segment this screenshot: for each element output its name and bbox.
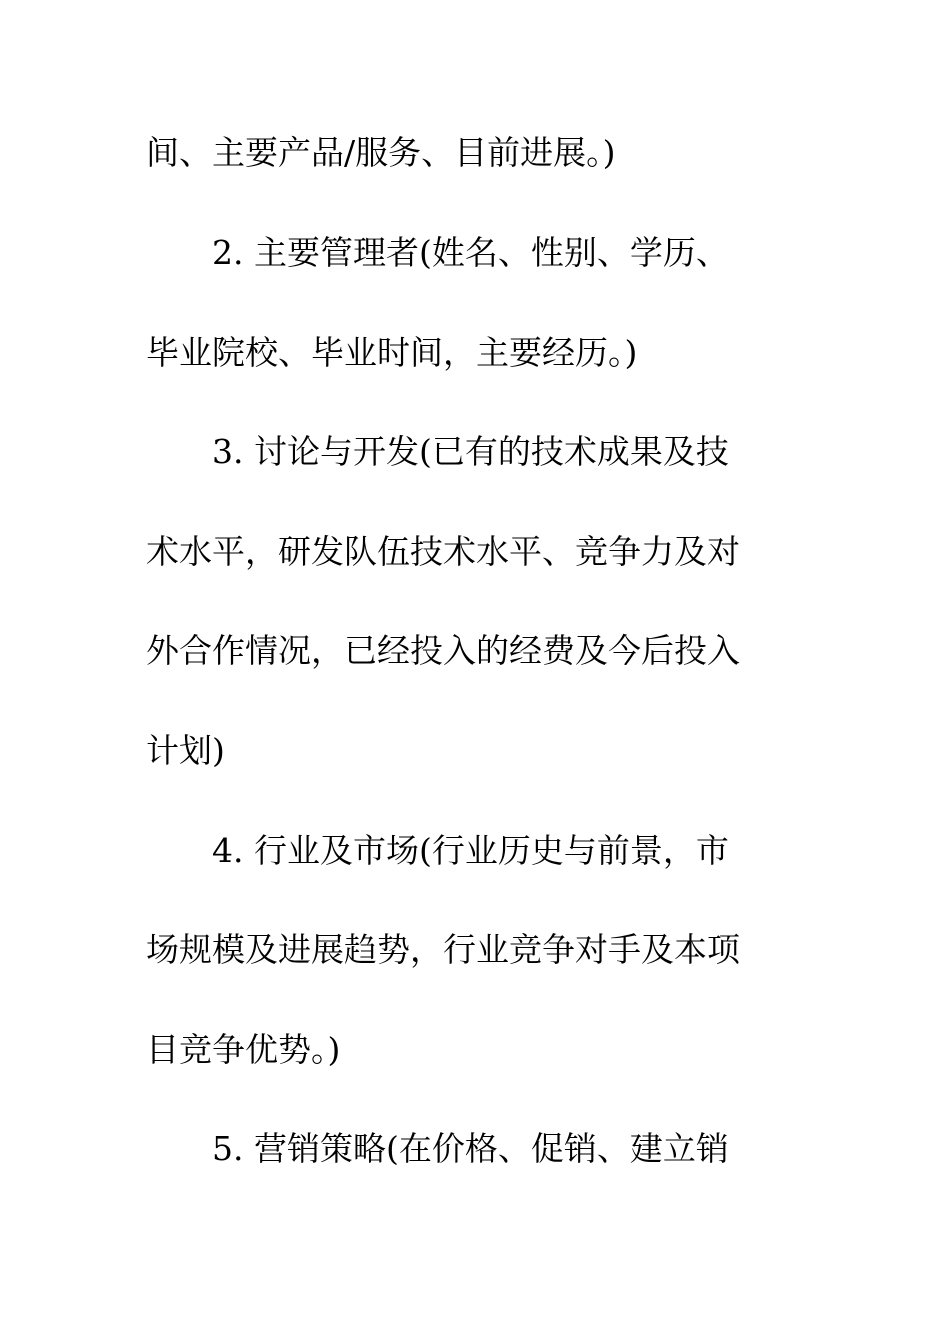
- text-line: 术水平，研发队伍技术水平、竞争力及对: [146, 532, 740, 571]
- text-line: 毕业院校、毕业时间，主要经历。): [146, 333, 638, 372]
- text-line: 计划): [146, 731, 225, 770]
- list-item-3: 3. 讨论与开发(已有的技术成果及技: [212, 432, 729, 471]
- text-line: 目竞争优势。): [146, 1030, 341, 1069]
- list-item-2: 2. 主要管理者(姓名、性别、学历、: [212, 233, 729, 272]
- list-item-4: 4. 行业及市场(行业历史与前景，市: [212, 831, 729, 870]
- text-line: 间、主要产品/服务、目前进展。): [146, 133, 616, 172]
- list-item-5: 5. 营销策略(在价格、促销、建立销: [212, 1129, 729, 1168]
- text-line: 场规模及进展趋势，行业竞争对手及本项: [146, 930, 740, 969]
- text-line: 外合作情况，已经投入的经费及今后投入: [146, 631, 740, 670]
